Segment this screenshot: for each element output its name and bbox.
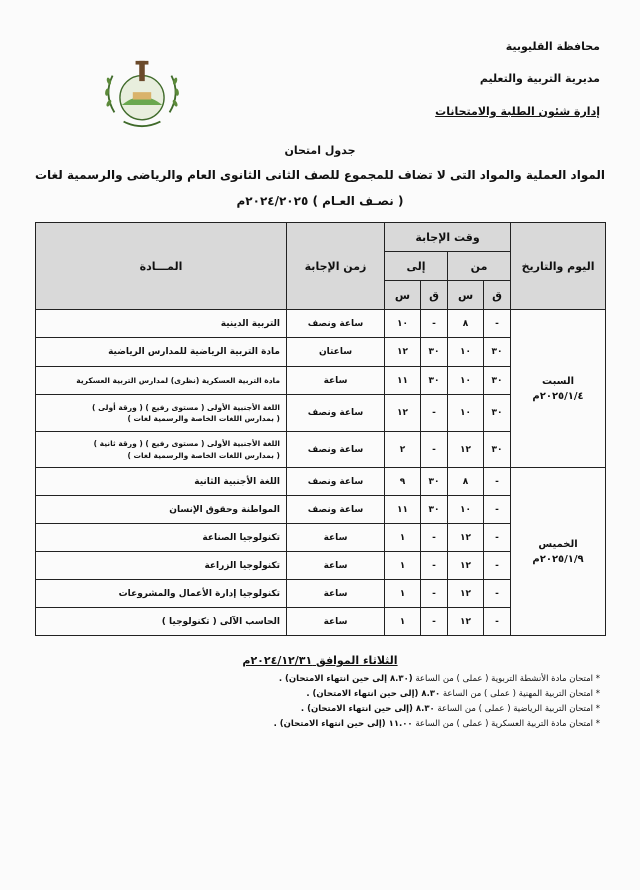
table-row [36, 468, 606, 496]
document-term: ( نصـف العـام ) ٢٠٢٤/٢٠٢٥م [236, 194, 404, 208]
to-minute-cell: ٣٠ [421, 338, 448, 367]
subject-cell [36, 552, 287, 580]
to-hour-cell: ١ [385, 608, 421, 636]
to-minute-cell: - [421, 524, 448, 552]
note-text: * امتحان التربية المهنية ( عملى ) من الساعة [442, 689, 600, 699]
header-from-hour: س [448, 281, 484, 310]
department-label: إدارة شئون الطلبة والامتحانات [435, 105, 600, 118]
from-minute-cell: ٣٠ [484, 338, 511, 367]
to-hour-cell: ١ [385, 524, 421, 552]
from-minute-cell: - [484, 310, 511, 338]
subject-cell [36, 468, 287, 496]
note-line [60, 672, 600, 687]
to-hour-cell: ١ [385, 552, 421, 580]
subject-name: التربية الدينية [220, 318, 280, 329]
to-hour-cell: ١٠ [385, 310, 421, 338]
subject-cell [36, 524, 287, 552]
subject-cell [36, 310, 287, 338]
to-minute-cell: - [421, 395, 448, 432]
subject-name: مادة التربية العسكرية (نظرى) لمدارس التربية العسكرية [76, 376, 280, 385]
to-minute-cell: - [421, 608, 448, 636]
note-line [60, 702, 600, 717]
to-hour-cell: ١١ [385, 367, 421, 395]
note-text: * امتحان مادة الأنشطة التربوية ( عملى ) من الساعة [415, 674, 600, 684]
header-to-minute: ق [421, 281, 448, 310]
header-day-date: اليوم والتاريخ [511, 223, 606, 310]
subject-cell [36, 338, 287, 367]
header-to: إلى [385, 252, 448, 281]
subject-cell [36, 496, 287, 524]
to-minute-cell: - [421, 552, 448, 580]
header-answer-time: وقت الإجابة [385, 223, 511, 252]
subject-name: اللغة الأجنبية الأولى ( مستوى رفيع ) ( ورقة أولى ) [92, 402, 280, 412]
header-from: من [448, 252, 511, 281]
from-hour-cell: ١٢ [448, 524, 484, 552]
to-minute-cell: ٣٠ [421, 367, 448, 395]
subject-name: تكنولوجيا الصناعة [202, 532, 280, 543]
to-hour-cell: ١ [385, 580, 421, 608]
day-name: السبت [542, 375, 575, 387]
note-time: ١١.٠٠ (إلى حين انتهاء الامتحان) . [273, 719, 413, 729]
note-line [60, 687, 600, 702]
from-hour-cell: ١٢ [448, 580, 484, 608]
duration-cell: ساعة [287, 580, 385, 608]
from-minute-cell: ٣٠ [484, 395, 511, 432]
education-emblem-logo [96, 48, 188, 140]
from-hour-cell: ٨ [448, 468, 484, 496]
governorate-label: محافظة القليوبية [505, 40, 600, 53]
from-hour-cell: ١٠ [448, 338, 484, 367]
from-minute-cell: - [484, 552, 511, 580]
subject-name: مادة التربية الرياضية للمدارس الرياضية [108, 347, 280, 357]
document-title: جدول امتحان [284, 144, 356, 157]
duration-cell: ساعة ونصف [287, 468, 385, 496]
to-hour-cell: ١١ [385, 496, 421, 524]
table-row [36, 310, 606, 338]
from-hour-cell: ١٠ [448, 496, 484, 524]
subject-name: تكنولوجيا إدارة الأعمال والمشروعات [118, 588, 280, 599]
subject-cell [36, 608, 287, 636]
day-date-cell [511, 310, 606, 468]
exam-notes [60, 672, 600, 732]
subject-cell [36, 367, 287, 395]
from-hour-cell: ١٢ [448, 552, 484, 580]
to-hour-cell: ١٢ [385, 338, 421, 367]
subject-name: تكنولوجيا الزراعة [204, 560, 280, 571]
duration-cell: ساعة ونصف [287, 310, 385, 338]
day-date: ٢٠٢٥/١/٩م [532, 553, 584, 565]
directorate-label: مديرية التربية والتعليم [479, 72, 600, 85]
subject-cell [36, 580, 287, 608]
duration-cell: ساعة [287, 367, 385, 395]
from-hour-cell: ١٢ [448, 608, 484, 636]
from-minute-cell: - [484, 580, 511, 608]
from-minute-cell: - [484, 496, 511, 524]
from-minute-cell: ٣٠ [484, 367, 511, 395]
subject-note: ( بمدارس اللغات الخاصة والرسمية لغات ) [127, 450, 280, 460]
from-hour-cell: ١٠ [448, 367, 484, 395]
subject-name: المواطنة وحقوق الإنسان [169, 504, 280, 515]
footer-date: الثلاثاء الموافق ٢٠٢٤/١٢/٣١م [242, 654, 398, 667]
subject-name: اللغة الأجنبية الأولى ( مستوى رفيع ) ( ورقة ثانية ) [93, 439, 280, 449]
duration-cell: ساعة ونصف [287, 432, 385, 468]
subject-note: ( بمدارس اللغات الخاصة والرسمية لغات ) [127, 414, 280, 423]
document-subtitle: المواد العملية والمواد التى لا تضاف للمجموع للصف الثانى الثانوى العام والرياضى والرسمية لغات [34, 168, 606, 182]
to-hour-cell: ٢ [385, 432, 421, 468]
from-hour-cell: ٨ [448, 310, 484, 338]
header-duration: زمن الإجابة [287, 223, 385, 310]
note-text: * امتحان مادة التربية العسكرية ( عملى ) من الساعة [415, 719, 600, 729]
from-hour-cell: ١٢ [448, 432, 484, 468]
subject-cell [36, 395, 287, 432]
duration-cell: ساعة [287, 524, 385, 552]
to-minute-cell: ٣٠ [421, 496, 448, 524]
to-minute-cell: - [421, 580, 448, 608]
to-hour-cell: ١٢ [385, 395, 421, 432]
from-minute-cell: - [484, 608, 511, 636]
header-from-minute: ق [484, 281, 511, 310]
header-subject: المـــادة [36, 223, 287, 310]
duration-cell: ساعة ونصف [287, 395, 385, 432]
note-time: (٨.٣٠ إلى حين انتهاء الامتحان) . [278, 674, 413, 684]
day-name: الخميس [538, 538, 578, 550]
note-time: ٨.٣٠ (إلى حين انتهاء الامتحان) . [300, 704, 435, 714]
note-line [60, 717, 600, 732]
header-to-hour: س [385, 281, 421, 310]
subject-cell [36, 432, 287, 468]
duration-cell: ساعة [287, 552, 385, 580]
day-date-cell [511, 468, 606, 636]
to-minute-cell: - [421, 310, 448, 338]
note-time: ٨.٣٠ (إلى حين انتهاء الامتحان) . [306, 689, 441, 699]
to-minute-cell: - [421, 432, 448, 468]
from-minute-cell: - [484, 524, 511, 552]
note-text: * امتحان التربية الرياضية ( عملى ) من الساعة [437, 704, 600, 714]
from-minute-cell: - [484, 468, 511, 496]
subject-name: اللغة الأجنبية الثانية [194, 476, 280, 487]
from-minute-cell: ٣٠ [484, 432, 511, 468]
duration-cell: ساعتان [287, 338, 385, 367]
to-minute-cell: ٣٠ [421, 468, 448, 496]
exam-schedule-table [35, 222, 606, 636]
day-date: ٢٠٢٥/١/٤م [532, 390, 584, 402]
duration-cell: ساعة [287, 608, 385, 636]
from-hour-cell: ١٠ [448, 395, 484, 432]
subject-name: الحاسب الآلى ( تكنولوجيا ) [161, 616, 280, 627]
duration-cell: ساعة ونصف [287, 496, 385, 524]
to-hour-cell: ٩ [385, 468, 421, 496]
